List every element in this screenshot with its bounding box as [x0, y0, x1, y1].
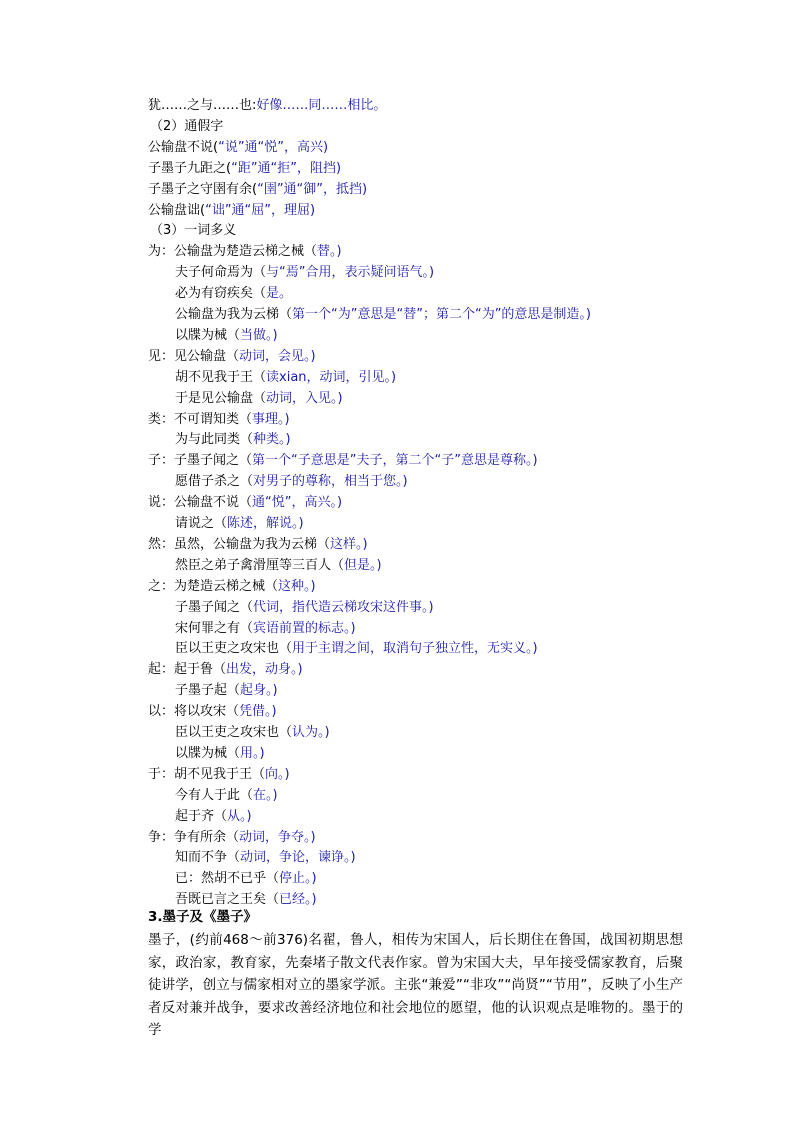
note-line [148, 159, 341, 179]
note-line [175, 869, 317, 889]
section-3-title: 3.墨子及《墨子》 [148, 909, 258, 925]
note-text: 今有人于此（ [175, 787, 254, 803]
note-gloss: “距”通“拒”，阻挡) [231, 160, 342, 176]
note-line [150, 221, 236, 241]
note-line [148, 828, 316, 848]
note-text: 以：将以攻宋（ [148, 704, 240, 720]
note-text: 子墨子之守圉有余( [148, 181, 258, 197]
note-line [175, 681, 278, 701]
note-text: 然：虽然，公输盘为我为云梯（ [148, 536, 331, 552]
note-gloss: 在。) [253, 787, 278, 803]
note-text: 子：子墨子闻之（ [148, 453, 253, 469]
note-gloss: 出发，动身。) [226, 662, 303, 678]
note-line [175, 368, 396, 388]
note-gloss: 起身。) [240, 683, 278, 699]
note-text: 然臣之弟子禽滑厘等三百人（ [175, 557, 345, 573]
note-text: 起：起于鲁（ [148, 662, 227, 678]
note-line [148, 451, 538, 471]
note-text: 公输盘诎( [148, 202, 206, 218]
note-text: 以牒为械（ [175, 327, 241, 343]
note-text: 必为有窃疾矣（ [175, 286, 267, 302]
note-gloss: 这种。) [278, 578, 316, 594]
note-gloss: 向。) [265, 766, 290, 782]
note-gloss: 宾语前置的标志。) [253, 620, 356, 636]
note-gloss: 这样。) [330, 536, 368, 552]
note-line [175, 430, 291, 450]
note-line [148, 660, 303, 680]
note-line [148, 410, 290, 430]
note-gloss: 当做。) [240, 327, 278, 343]
note-text: 于是见公输盘（ [175, 390, 267, 406]
note-line [175, 305, 591, 325]
note-text: 已：然胡不已乎（ [175, 871, 280, 887]
note-line [175, 389, 343, 409]
note-gloss: 事理。) [252, 411, 290, 427]
note-line [148, 242, 342, 262]
note-text: 臣以王吏之攻宋也（ [175, 725, 293, 740]
note-gloss: “圉”通“御”，抵挡) [257, 181, 368, 197]
note-gloss: 动词，争夺。) [239, 829, 316, 845]
note-text: 胡不见我于王（ [175, 369, 267, 385]
note-text: （3）一词多义 [150, 223, 237, 239]
note-line [148, 493, 342, 513]
note-text: 之：为楚造云梯之械（ [148, 578, 279, 594]
note-gloss: 动词，会见。) [239, 348, 316, 364]
note-line [148, 702, 277, 722]
note-gloss: 停止。) [279, 871, 317, 887]
note-gloss: 好像……同……相比。 [256, 98, 387, 113]
note-text: 类：不可谓知类（ [148, 411, 253, 427]
note-gloss: 替。) [317, 244, 342, 260]
note-line [148, 577, 316, 597]
note-line [148, 180, 367, 200]
note-text: 公输盘为我为云梯（ [175, 307, 293, 322]
note-line [175, 514, 304, 534]
note-line [175, 598, 434, 618]
note-text: 为与此同类（ [175, 432, 254, 448]
note-text: 公输盘不说( [148, 139, 219, 155]
note-line [175, 326, 278, 346]
note-line [148, 201, 315, 221]
note-text: 愿借子杀之（ [175, 474, 254, 490]
note-gloss: 用于主谓之间，取消句子独立性，无实义。) [292, 641, 538, 657]
note-line [148, 765, 290, 785]
note-gloss: 动词，争论，谏诤。) [240, 850, 356, 866]
note-gloss: 陈述，解说。) [227, 516, 304, 531]
note-text: 请说之（ [175, 516, 228, 531]
note-gloss: 动词，入见。) [266, 390, 343, 406]
note-gloss: 读xian，动词，引见。) [266, 369, 397, 385]
note-line [175, 284, 292, 304]
note-gloss: 代词，指代造云梯攻宋这件事。) [253, 599, 434, 615]
note-line [148, 347, 316, 367]
note-line [175, 472, 408, 492]
note-gloss: 认为。) [292, 725, 330, 740]
note-text: 见：见公输盘（ [148, 348, 240, 364]
note-gloss: 种类。) [253, 432, 291, 448]
note-gloss: “诎”通“屈”，理屈) [205, 202, 316, 218]
note-text: 争：争有所余（ [148, 829, 240, 845]
section-3-paragraph: 墨子，(约前468～前376)名翟，鲁人，相传为宋国人，后长期住在鲁国，战国初期思想家，政治家，教育家，先秦堵子散文代表作家。曾为宋国大夫，早年接受儒家教育，后聚徒讲学，创立与儒家相对立的墨家学派。主张“兼爱”“非攻”“尚贤”“节用”，反映了小生产者反对兼并战争，要求改善经济地位和社会地位的愿望，他的认识观点是唯物的。墨于的学 [148, 932, 683, 1038]
note-line [175, 639, 538, 659]
note-text: 知而不争（ [175, 850, 241, 866]
note-gloss: 与“焉”合用，表示疑问语气。) [266, 265, 435, 281]
note-line [175, 619, 356, 639]
note-text: 以牒为械（ [175, 745, 241, 761]
note-line [175, 786, 278, 806]
note-line [148, 535, 368, 555]
note-gloss: “说”通“悦”，高兴) [218, 139, 329, 155]
note-gloss: 用。) [240, 745, 265, 761]
note-text: 夫子何命焉为（ [175, 265, 267, 281]
note-text: 子墨子九距之( [148, 160, 232, 176]
note-line [148, 138, 328, 158]
note-line [175, 744, 265, 764]
note-text: 犹……之与……也: [148, 98, 257, 113]
note-line [148, 96, 386, 116]
note-text: 说：公输盘不说（ [148, 495, 253, 511]
note-text: 为：公输盘为楚造云梯之械（ [148, 244, 318, 260]
note-gloss: 第一个“为”意思是“替”；第二个“为”的意思是制造。) [292, 307, 591, 322]
note-text: 子墨子闻之（ [175, 599, 254, 615]
note-line [175, 556, 382, 576]
note-text: 子墨子起（ [175, 683, 241, 699]
note-line [150, 117, 223, 137]
note-gloss: 凭借。) [239, 704, 277, 720]
note-gloss: 从。) [227, 808, 252, 824]
note-gloss: 已经。) [279, 892, 317, 908]
note-gloss: 第一个“子意思是”夫子，第二个“子”意思是尊称。) [252, 453, 538, 469]
note-text: 于：胡不见我于王（ [148, 766, 266, 782]
note-gloss: 对男子的尊称，相当于您。) [253, 474, 408, 490]
note-text: 吾既已言之王矣（ [175, 892, 280, 908]
note-gloss: 是。 [266, 286, 293, 302]
note-gloss: 通“悦”，高兴。) [252, 495, 343, 511]
note-text: （2）通假字 [150, 118, 224, 134]
note-line [175, 848, 356, 868]
note-text: 臣以王吏之攻宋也（ [175, 641, 293, 657]
note-gloss: 但是。) [344, 557, 382, 573]
note-line [175, 723, 330, 743]
note-text: 起于齐（ [175, 808, 228, 824]
note-text: 宋何罪之有（ [175, 620, 254, 636]
note-line [175, 807, 252, 827]
note-line [175, 263, 434, 283]
